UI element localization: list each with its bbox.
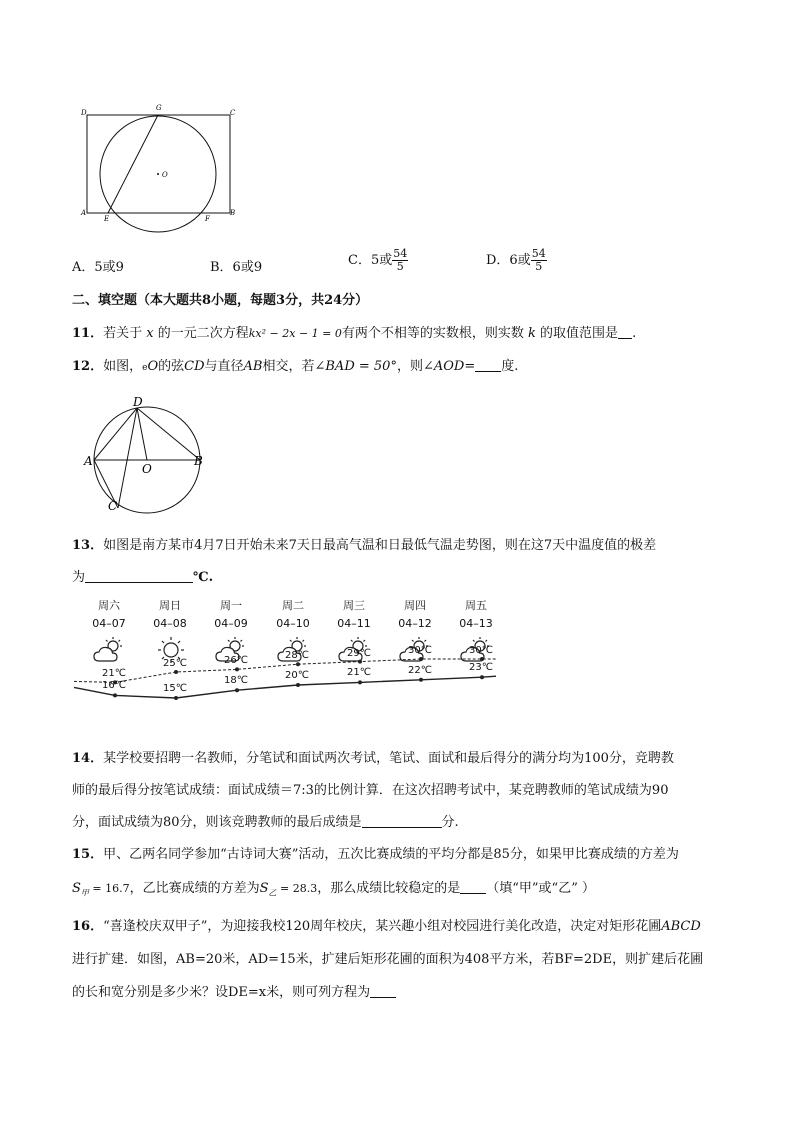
- day-label: 周三: [343, 599, 365, 612]
- q16-line-3: 的长和宽分别是多少米？设DE=x米，则可列方程为: [72, 985, 371, 1000]
- q15-value-jia: = 16.7: [88, 882, 130, 895]
- option-a: A．5或9: [72, 260, 124, 275]
- q11-answer-blank[interactable]: [618, 326, 632, 339]
- q15-answer-blank[interactable]: [460, 881, 486, 894]
- q16-abcd: ABCD: [661, 919, 701, 934]
- question-14-line-2: 师的最后得分按笔试成绩：面试成绩＝7:3的比例计算．在这次招聘考试中，某竞聘教师的笔试成绩为90: [72, 783, 669, 798]
- q12-text-5: ，则: [396, 359, 423, 374]
- high-temp-label: 28℃: [285, 650, 309, 662]
- label-e: E: [104, 215, 110, 223]
- q12-answer-blank[interactable]: [475, 359, 501, 372]
- date-label: 04–11: [337, 617, 371, 630]
- low-temp-label: 21℃: [347, 667, 371, 679]
- option-d-fraction: [531, 248, 547, 273]
- question-12: [72, 358, 518, 377]
- low-temp-point: [296, 683, 300, 687]
- question-15-line-2: [72, 880, 595, 903]
- label-c: C: [108, 499, 118, 513]
- day-label: 周日: [159, 599, 181, 612]
- date-label: 04–09: [214, 617, 248, 630]
- label-o: O: [162, 171, 168, 179]
- q12-circle-symbol: e: [142, 363, 148, 373]
- q12-angle-aod: ∠AOD=: [422, 359, 476, 374]
- low-temp-point: [419, 678, 423, 682]
- label-d: D: [81, 109, 87, 117]
- label-a: A: [84, 454, 93, 468]
- q14-line-3b: 分.: [441, 815, 459, 830]
- q15-sub-yi: 乙: [268, 888, 277, 898]
- q15-s-symbol: S: [259, 881, 269, 896]
- q16-answer-blank[interactable]: [370, 985, 396, 998]
- question-13-line-2: [72, 569, 213, 587]
- q11-text-1: 若关于: [103, 326, 143, 341]
- q12-text-6: 度.: [501, 359, 519, 374]
- q11-text-4: 的取值范围是: [540, 326, 619, 341]
- question-14: [72, 750, 674, 768]
- high-temp-point: [296, 662, 300, 666]
- date-label: 04–13: [459, 617, 493, 630]
- q12-text-4: 相交，若: [262, 359, 315, 374]
- option-d-numerator: 54: [531, 247, 546, 260]
- low-temp-label: 20℃: [285, 670, 309, 681]
- segment-db: [137, 408, 200, 460]
- label-d: D: [133, 395, 143, 409]
- low-temp-point: [174, 696, 178, 700]
- high-temp-label: 30℃: [408, 645, 432, 656]
- q11-text-5: .: [632, 326, 637, 341]
- day-label: 周一: [220, 599, 242, 612]
- high-temp-point: [174, 670, 178, 674]
- q12-chord-cd: CD: [184, 359, 205, 374]
- low-temp-label: 23℃: [469, 662, 493, 674]
- label-a: A: [81, 209, 87, 217]
- high-temp-label: 29℃: [347, 647, 371, 659]
- q15-text-1: ，乙比赛成绩的方差为: [129, 881, 260, 896]
- q11-equation: kx² − 2x − 1 = 0: [248, 327, 342, 340]
- date-label: 04–12: [398, 617, 432, 630]
- date-label: 04–08: [153, 617, 187, 630]
- q15-variance-jia: [72, 881, 130, 896]
- segment-od: [137, 408, 147, 460]
- temperature-lines: [70, 595, 510, 735]
- high-temp-label: 21℃: [102, 668, 126, 680]
- day-label: 周五: [465, 599, 487, 612]
- weather-chart: [70, 595, 510, 735]
- day-label: 周六: [98, 599, 120, 612]
- label-b: B: [194, 454, 203, 468]
- question-15: [72, 846, 679, 864]
- label-f: F: [205, 215, 210, 223]
- q16-line-1a: “喜逢校庆双甲子”，为迎接我校120周年校庆，某兴趣小组对校园进行美化改造，决定对矩形花圃: [103, 919, 662, 934]
- chord-ge: [108, 115, 158, 213]
- q12-diameter-ab: AB: [243, 359, 263, 374]
- section-title: 二、填空题（本大题共8小题，每题3分，共24分）: [72, 293, 369, 308]
- low-temp-label: 22℃: [408, 664, 432, 676]
- q12-var-o: O: [147, 359, 159, 374]
- high-temp-point: [419, 657, 423, 661]
- question-16-line-2: 进行扩建．如图，AB=20米，AD=15米，扩建后矩形花圃的面积为408平方米，若BF=2DE，则扩建后花圃: [72, 952, 704, 967]
- label-b: B: [230, 209, 236, 217]
- q15-number: 15．: [72, 847, 104, 862]
- q11-text-3: 有两个不相等的实数根，则实数: [341, 326, 524, 341]
- day-label: 周四: [404, 599, 426, 612]
- date-label: 04–10: [276, 617, 310, 630]
- q11-var-k: k: [528, 326, 536, 341]
- high-temp-label: 30℃: [469, 645, 493, 656]
- figure-q12: [80, 392, 215, 517]
- q13-answer-blank[interactable]: [85, 570, 193, 583]
- day-label: 周二: [282, 599, 304, 612]
- option-c-prefix: C．5或: [348, 253, 393, 268]
- figure-q10: [72, 100, 242, 245]
- q12-text-2: 的弦: [158, 359, 185, 374]
- option-c-fraction: [392, 248, 408, 273]
- high-temp-label: 25℃: [163, 658, 187, 669]
- center-o-dot: [157, 173, 159, 175]
- q13-number: 13．: [72, 538, 104, 553]
- label-o: O: [142, 462, 152, 476]
- low-temp-point: [113, 693, 117, 697]
- high-temp-point: [480, 657, 484, 661]
- option-c: [348, 248, 408, 273]
- option-b: B．6或9: [210, 260, 263, 275]
- label-g: G: [156, 104, 162, 112]
- q15-value-yi: = 28.3: [276, 882, 318, 895]
- q12-angle-bad: ∠BAD = 50°: [314, 359, 397, 374]
- q15-text-2: ，那么成绩比较稳定的是: [317, 881, 461, 896]
- option-d-denominator: 5: [535, 260, 543, 273]
- q13-unit: ℃.: [193, 570, 214, 585]
- rectangle-abcd: [87, 115, 230, 213]
- q12-text-3: 与直径: [204, 359, 244, 374]
- q14-answer-blank[interactable]: [362, 815, 442, 828]
- q14-line-1: 某学校要招聘一名教师，分笔试和面试两次考试，笔试、面试和最后得分的满分均为100分，竞聘教: [103, 751, 674, 766]
- high-temp-label: 26℃: [224, 655, 248, 667]
- option-c-denominator: 5: [396, 260, 404, 273]
- q15-text-3: （填“甲”或“乙” ）: [486, 881, 595, 896]
- q16-number: 16．: [72, 919, 104, 934]
- q12-text-1: 如图，: [103, 359, 143, 374]
- low-temp-point: [235, 688, 239, 692]
- low-temp-label: 16℃: [102, 680, 126, 692]
- option-d-prefix: D．6或: [486, 253, 531, 268]
- option-d: [486, 248, 547, 273]
- option-c-numerator: 54: [393, 247, 408, 260]
- q11-var-x: x: [146, 326, 154, 341]
- question-16: [72, 918, 701, 936]
- q14-number: 14．: [72, 751, 104, 766]
- question-16-line-3: [72, 984, 396, 1002]
- q11-number: 11．: [72, 326, 104, 341]
- q15-s-symbol: S: [72, 881, 81, 896]
- q12-number: 12．: [72, 359, 104, 374]
- q13-line-1: 如图是南方某市4月7日开始未来7天日最高气温和日最低气温走势图，则在这7天中温度值的极差: [103, 538, 657, 553]
- question-13: [72, 537, 656, 555]
- q14-line-3a: 分，面试成绩为80分，则该竞聘教师的最后成绩是: [72, 815, 362, 830]
- q13-text-wei: 为: [72, 570, 86, 585]
- chord-dc: [118, 408, 137, 508]
- label-c: C: [230, 109, 236, 117]
- q15-line-1: 甲、乙两名同学参加“古诗词大赛”活动，五次比赛成绩的平均分都是85分，如果甲比赛成绩的方差为: [103, 847, 679, 862]
- low-temp-label: 15℃: [163, 683, 187, 694]
- low-temp-point: [358, 680, 362, 684]
- q11-text-2: 的一元二次方程: [157, 326, 249, 341]
- date-label: 04–07: [92, 617, 126, 630]
- q15-sub-jia: 甲: [80, 888, 89, 898]
- q15-variance-yi: [260, 881, 318, 896]
- question-11: [72, 325, 636, 343]
- low-temp-point: [480, 675, 484, 679]
- high-temp-point: [235, 667, 239, 671]
- question-14-line-3: [72, 814, 459, 832]
- low-temp-label: 18℃: [224, 675, 248, 687]
- high-temp-point: [358, 660, 362, 664]
